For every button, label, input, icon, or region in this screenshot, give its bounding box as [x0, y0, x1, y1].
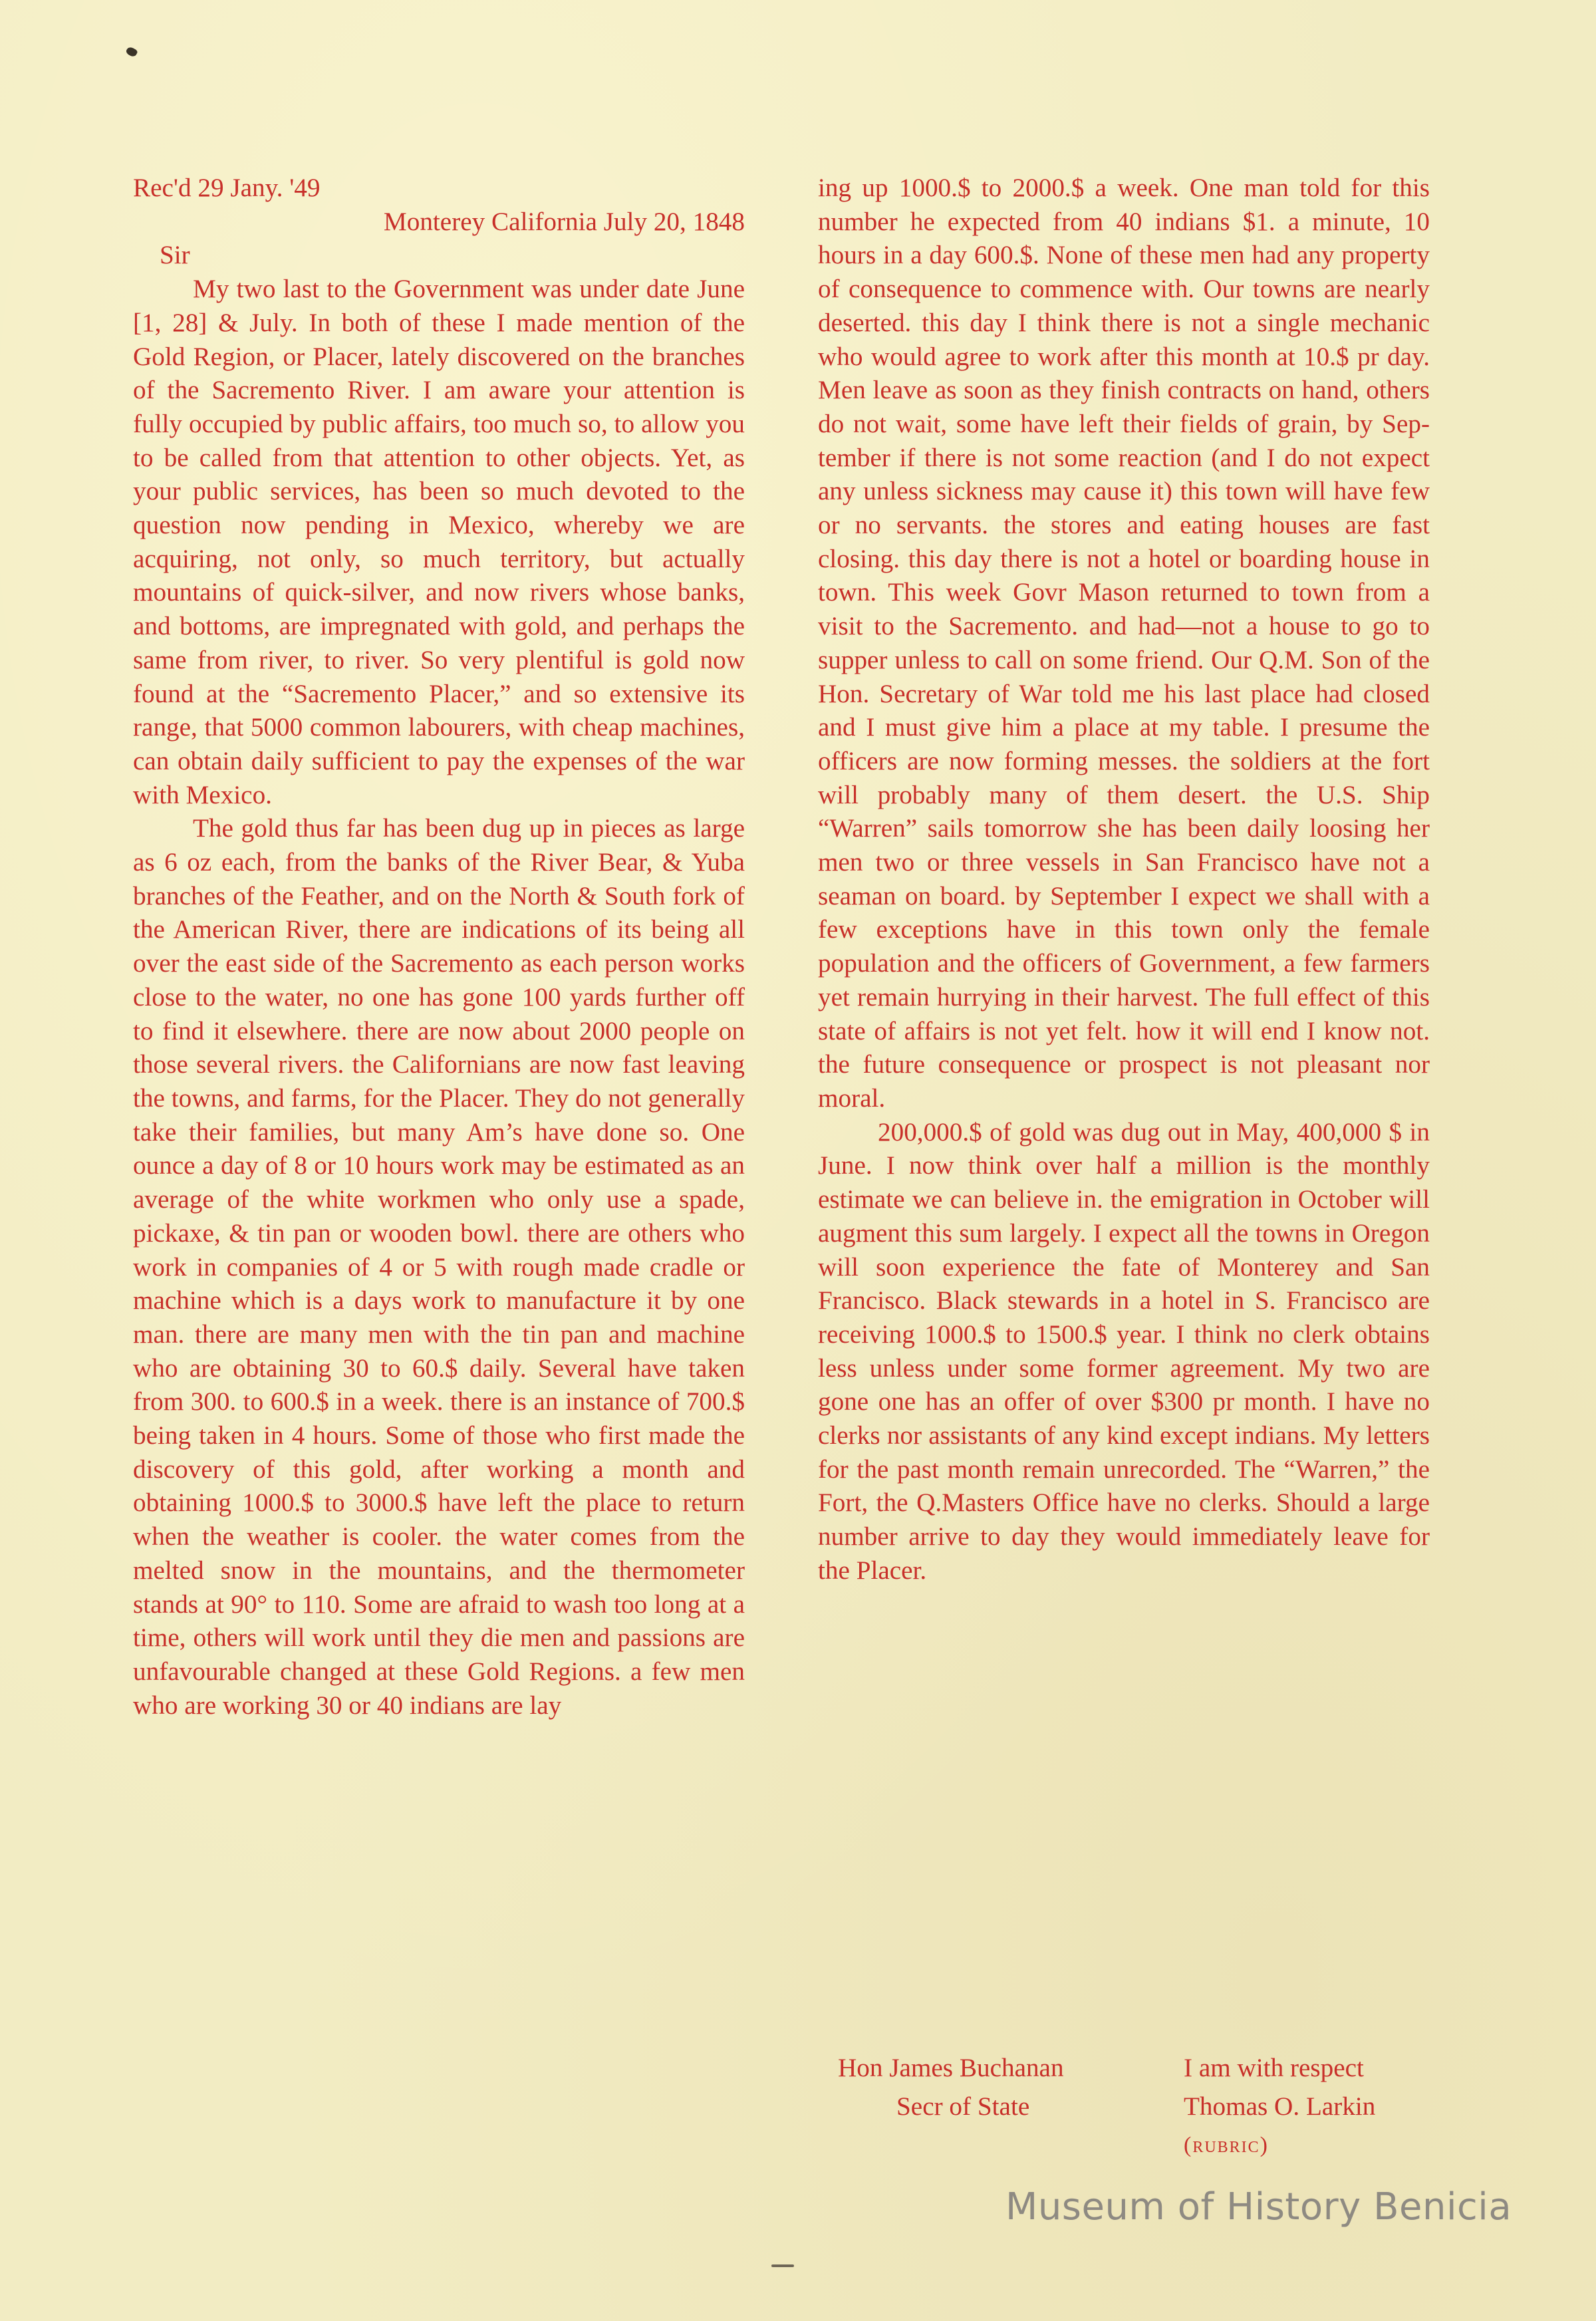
- received-note: Rec'd 29 Jany. '49: [133, 174, 321, 202]
- right-column: [818, 172, 1430, 1588]
- closing-line: I am with respect: [1184, 2054, 1364, 2082]
- ink-speck: [125, 46, 138, 58]
- addressee-name: Hon James Buchanan: [838, 2054, 1064, 2082]
- stray-mark: [771, 2264, 794, 2267]
- dateline: Monterey California July 20, 1848: [383, 207, 745, 236]
- salutation: Sir: [160, 241, 190, 270]
- addressee-title: Secr of State: [896, 2092, 1030, 2121]
- paragraph-2: The gold thus far has been dug up in pieces as large as 6 oz each, from the banks of the River Bear, & Yuba branches of the Feather, and on the North & South fork of the American River, there are indications of its being all over the east side of the Sacremento as each person works close to the water, no one has gone 100 yards further off to find it elsewhere. there are now about 2000 people on those several rivers. the Californians are now fast leaving the towns, and farms, for the Placer. They do not generally take their families, but many Am’s have done so. One ounce a day of 8 or 10 hours work may be estimated as an average of the white workmen who only use a spade, pickaxe, & tin pan or wooden bowl. there are others who work in companies of 4 or 5 with rough made cradle or machine which is a days work to manufacture it by one man. there are many men with the tin pan and machine who are obtaining 30 to 60.$ daily. Several have taken from 300. to 600.$ in a week. there is an instance of 700.$ being taken in 4 hours. Some of those who first made the discovery of this gold, after working a month and obtaining 1000.$ to 3000.$ have left the place to return when the weather is cooler. the water comes from the melted snow in the mountains, and the thermometer stands at 90° to 110. Some are afraid to wash too long at a time, others will work until they die men and passions are unfavourable changed at these Gold Regions. a few men who are working 30 or 40 indians are lay: [133, 814, 745, 1720]
- paragraph-1: My two last to the Government was under date June [1, 28] & July. In both of these I made mention of the Gold Region, or Placer, lately discovered on the branches of the Sacremento River. I am aware your attention is fully occupied by public affairs, too much so, to allow you to be called from that attention to other objects. Yet, as your public services, has been so much devoted to the question now pending in Mexico, whereby we are acquiring, not only, so much territory, but actually mountains of quick-silver, and now rivers whose banks, and bottoms, are impregnated with gold, and perhaps the same from river, to river. So very plentiful is gold now found at the “Sacremento Placer,” and so extensive its range, that 5000 common labourers, with cheap machines, can obtain daily sufficient to pay the expenses of the war with Mexico.: [133, 275, 745, 809]
- signature-block: [838, 2049, 1450, 2165]
- rubric-mark: (rubric): [1184, 2133, 1269, 2157]
- left-column: [133, 172, 745, 1722]
- signature-name: Thomas O. Larkin: [1184, 2092, 1376, 2121]
- paragraph-2-continued: ing up 1000.$ to 2000.$ a week. One man told for this number he expected from 40 indians $1. a minute, 10 hours in a day 600.$. None of these men had any property of consequence to commence with. Our towns are nearly deserted. this day I think there is not a single mechanic who would agree to work after this month at 10.$ pr day. Men leave as soon as they finish contracts on hand, others do not wait, some have left their fields of grain, by September if there is not some reaction (and I do not expect any unless sickness may cause it) this town will have few or no servants. the stores and eating houses are fast closing. this day there is not a hotel or boarding house in town. This week Govr Mason returned to town from a visit to the Sacremento. and had—not a house to go to supper unless to call on some friend. Our Q.M. Son of the Hon. Secretary of War told me his last place had closed and I must give him a place at my table. I presume the officers are now forming messes. the soldiers at the fort will probably many of them desert. the U.S. Ship “Warren” sails tomorrow she has been daily loosing her men two or three vessels in San Francisco have not a seaman on board. by September I expect we shall with a few exceptions have in this town only the female population and the officers of Government, a few farmers yet remain hurrying in their harvest. The full effect of this state of affairs is not yet felt. how it will end I know not. the future consequence or prospect is not pleasant nor moral.: [818, 174, 1430, 1113]
- museum-watermark: Museum of History Benicia: [1005, 2185, 1512, 2229]
- paragraph-3: 200,000.$ of gold was dug out in May, 400,000 $ in June. I now think over half a million is the monthly estimate we can believe in. the emigration in October will augment this sum largely. I expect all the towns in Oregon will soon experience the fate of Monterey and San Francisco. Black stewards in a hotel in S. Francisco are receiving 1000.$ to 1500.$ year. I think no clerk obtains less unless under some former agreement. My two are gone one has an offer of over $300 pr month. I have no clerks nor assistants of any kind except indians. My letters for the past month remain unrecorded. The “Warren,” the Fort, the Q.Masters Office have no clerks. Should a large number arrive to day they would immediately leave for the Placer.: [818, 1117, 1430, 1585]
